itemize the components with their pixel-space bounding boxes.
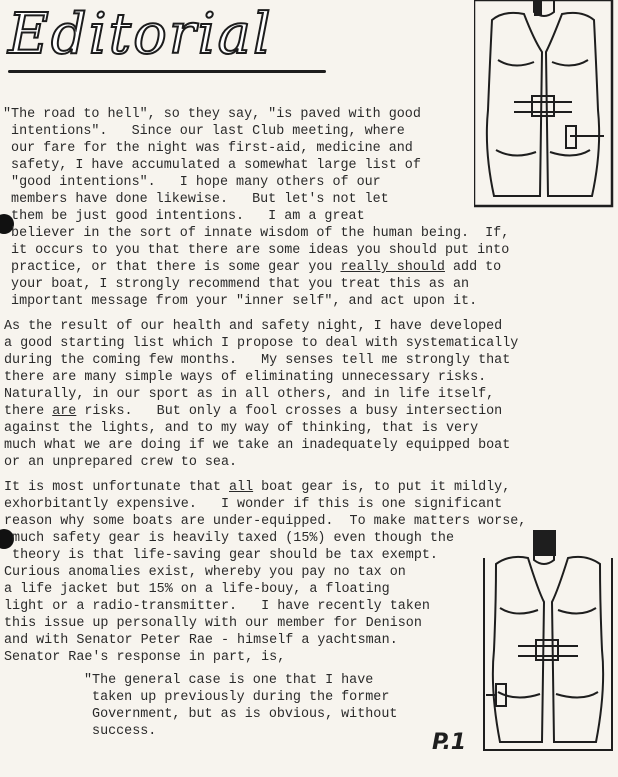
text-segment: practice, or that there is some gear you	[3, 260, 341, 275]
text-segment: risks. But only a fool crosses a busy intersection	[76, 404, 503, 419]
text-line: a life jacket but 15% on a life-bouy, a floating	[4, 582, 390, 597]
text-line: important message from your "inner self", and act upon it.	[3, 294, 478, 309]
text-line: our fare for the night was first-aid, medicine and	[3, 141, 413, 156]
page-title: Editorial	[8, 2, 273, 67]
text-segment: boat gear is, to put it mildly,	[253, 480, 511, 495]
life-jacket-illustration-top	[474, 0, 614, 208]
text-line: reason why some boats are under-equipped. To make matters worse,	[4, 514, 527, 529]
text-segment: add to	[444, 260, 502, 275]
text-line: much safety gear is heavily taxed (15%) even though the	[4, 531, 454, 546]
text-line: Senator Rae's response in part, is,	[4, 650, 286, 665]
text-segment: It is most unfortunate that	[4, 480, 229, 495]
quote-line: success.	[84, 724, 157, 739]
text-line: As the result of our health and safety night, I have developed	[4, 319, 503, 334]
text-line: against the lights, and to my way of thinking, that is very	[4, 421, 479, 436]
text-line: it occurs to you that there are some ideas you should put into	[3, 243, 510, 258]
text-line: Curious anomalies exist, whereby you pay no tax on	[4, 565, 406, 580]
text-line: this issue up personally with our member for Denison	[4, 616, 422, 631]
text-line: members have done likewise. But let's not let	[3, 192, 389, 207]
text-line: or an unprepared crew to sea.	[4, 455, 238, 470]
quote-line: Government, but as is obvious, without	[84, 707, 398, 722]
text-line-with-emphasis	[3, 259, 501, 277]
text-line: Naturally, in our sport as in all others, and in life itself,	[4, 387, 495, 402]
quote-line: "The general case is one that I have	[84, 673, 374, 688]
text-line: "good intentions". I hope many others of our	[3, 175, 381, 190]
text-line: intentions". Since our last Club meeting, where	[3, 124, 405, 139]
text-line: them be just good intentions. I am a great	[3, 209, 365, 224]
quote-line: taken up previously during the former	[84, 690, 390, 705]
text-line: much what we are doing if we take an inadequately equipped boat	[4, 438, 511, 453]
text-line-with-emphasis	[4, 479, 510, 497]
page-number: P.1	[432, 730, 467, 755]
text-line: your boat, I strongly recommend that you treat this as an	[3, 277, 470, 292]
text-line: a good starting list which I propose to deal with systematically	[4, 336, 519, 351]
life-jacket-illustration-bottom	[482, 520, 614, 752]
text-line: "The road to hell", so they say, "is paved with good	[3, 107, 421, 122]
text-line: safety, I have accumulated a somewhat large list of	[3, 158, 421, 173]
text-segment: there	[4, 404, 53, 419]
text-line: during the coming few months. My senses tell me strongly that	[4, 353, 511, 368]
text-line: exhorbitantly expensive. I wonder if this is one significant	[4, 497, 503, 512]
text-line: there are many simple ways of eliminating unnecessary risks.	[4, 370, 487, 385]
emphasis-all: all	[229, 480, 254, 495]
emphasis-are: are	[52, 404, 77, 419]
emphasis-really-should: really should	[340, 260, 445, 275]
text-line-with-emphasis	[4, 403, 502, 421]
title-underline	[8, 70, 326, 73]
text-line: light or a radio-transmitter. I have recently taken	[4, 599, 430, 614]
text-line: and with Senator Peter Rae - himself a yachtsman.	[4, 633, 398, 648]
text-line: theory is that life-saving gear should be tax exempt.	[4, 548, 438, 563]
text-line: believer in the sort of innate wisdom of the human being. If,	[3, 226, 510, 241]
